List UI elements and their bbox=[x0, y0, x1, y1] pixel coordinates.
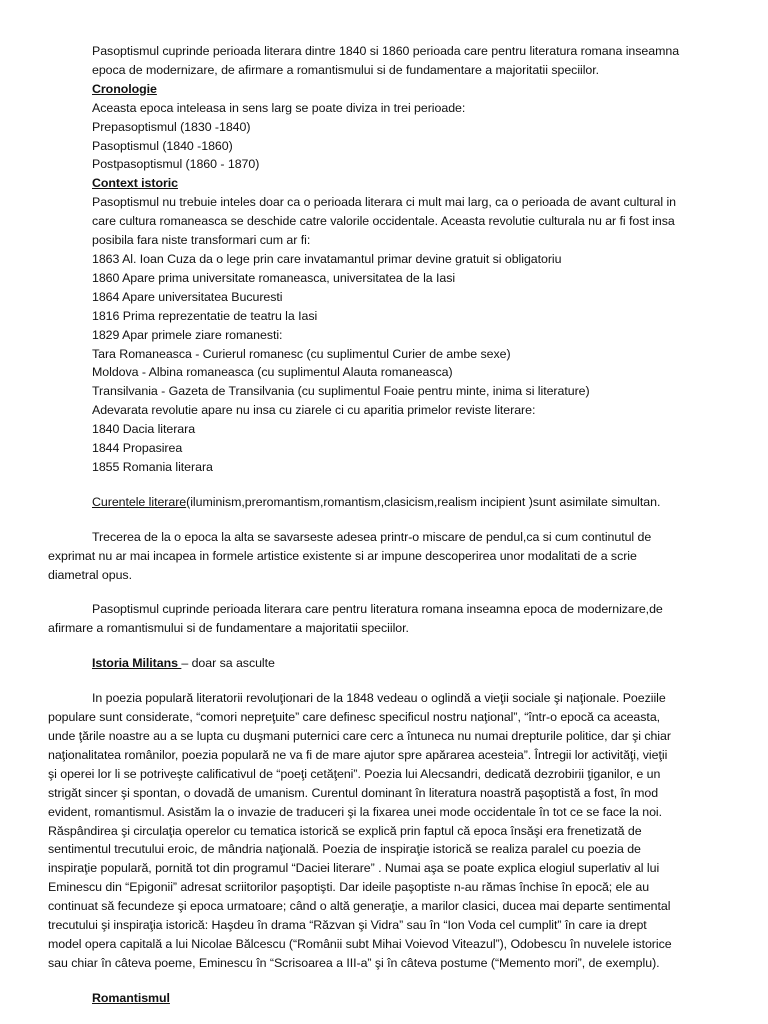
text-line: 1864 Apare universitatea Bucuresti bbox=[92, 289, 283, 304]
text-line: model opera capitală a lui Nicolae Bălcescu (“Românii subt Mihai Voievod Viteazul”), Odobescu în nuvelele istorice bbox=[48, 936, 672, 951]
text-line: naţionalitatea românilor, poezia populară ne va fi de mare ajutor spre apărarea acesteia”. Întregii lor activităţi, vieţii bbox=[48, 747, 668, 762]
text-line: exprimat nu ar mai incapea in formele artistice existente si ar impune descoperirea unor modalitati de a scrie bbox=[48, 548, 637, 563]
curente-text: (iluminism,preromantism,romantism,clasicism,realism incipient )sunt asimilate simultan. bbox=[186, 494, 661, 509]
curente-paragraph bbox=[48, 493, 728, 512]
romantismul-section bbox=[48, 989, 728, 1008]
text-line: posibila fara niste transformari cum ar fi: bbox=[92, 233, 311, 248]
section-heading-context-istoric: Context istoric bbox=[92, 176, 178, 191]
text-line: Adevarata revolutie apare nu insa cu ziarele ci cu aparitia primelor reviste literare: bbox=[92, 403, 536, 418]
text-line: afirmare a romantismului si de fundamentare a majoritatii speciilor. bbox=[48, 621, 409, 636]
text-line: Postpasoptismul (1860 - 1870) bbox=[92, 157, 260, 172]
text-line: 1863 Al. Ioan Cuza da o lege prin care invatamantul primar devine gratuit si obligatoriu bbox=[92, 251, 562, 266]
text-line: Eminescu din “Epigonii” adresat scriitorilor paşoptişti. Dar ideile paşoptiste n-au rămas închise în epocă; ele au bbox=[48, 880, 650, 895]
text-line: epoca de modernizare, de afirmare a romantismului si de fundamentare a majoritatii speciilor. bbox=[92, 62, 600, 77]
text-line: 1840 Dacia literara bbox=[92, 422, 196, 437]
text-line: Pasoptismul (1840 -1860) bbox=[92, 138, 233, 153]
istoria-heading: Istoria Militans bbox=[92, 656, 182, 671]
istoria-paragraph bbox=[48, 654, 728, 673]
section-heading-cronologie: Cronologie bbox=[92, 81, 157, 96]
text-line: Moldova - Albina romaneasca (cu suplimentul Alauta romaneasca) bbox=[92, 365, 453, 380]
text-line: 1855 Romania literara bbox=[92, 459, 213, 474]
curente-heading: Curentele literare bbox=[92, 494, 187, 509]
pasoptismul-paragraph bbox=[48, 600, 728, 638]
text-line: Aceasta epoca inteleasa in sens larg se poate diviza in trei perioade: bbox=[92, 100, 466, 115]
text-line: sentimentul trecutului eroic, de mândria naţională. Poezia de inspiraţie istorică se realiza paralel cu poezia de bbox=[48, 842, 641, 857]
section-heading-romantismul: Romantismul bbox=[92, 990, 170, 1005]
text-line: 1816 Prima reprezentatie de teatru la Iasi bbox=[92, 308, 318, 323]
text-line: evident, romantismul. Asistăm la o invazie de traduceri şi la fixarea unei mode occidentale în tot ce se face la noi. bbox=[48, 804, 663, 819]
istoria-text: – doar sa asculte bbox=[181, 656, 275, 671]
poezia-paragraph bbox=[48, 689, 728, 973]
text-line: In poezia populară literatorii revoluţionari de la 1848 vedeau o oglindă a vieţii sociale şi naţionale. Poeziile bbox=[92, 691, 666, 706]
text-line: Transilvania - Gazeta de Transilvania (cu suplimentul Foaie pentru minte, inima si literature) bbox=[92, 384, 590, 399]
text-line: Prepasoptismul (1830 -1840) bbox=[92, 119, 251, 134]
text-line: populare sunt considerate, “comori nepreţuite” care definesc specificul nostru naţional”, “într-o epocă ca aceasta, bbox=[48, 710, 661, 725]
text-line: Pasoptismul cuprinde perioada literara dintre 1840 si 1860 perioada care pentru literatura romana inseamna bbox=[92, 44, 680, 58]
text-line: Tara Romaneasca - Curierul romanesc (cu suplimentul Curier de ambe sexe) bbox=[92, 346, 511, 361]
text-line: sau chiar în câteva poeme, Eminescu în “Scrisoarea a III-a” şi în câteva postume (“Memento mori”, de exemplu). bbox=[48, 955, 660, 970]
text-line: continuat să fecundeze şi epoca urmatoare; când o altă generaţie, a marilor clasici, ducea mai departe sentimental bbox=[48, 899, 671, 914]
text-line: diametral opus. bbox=[48, 567, 132, 582]
text-line: 1829 Apar primele ziare romanesti: bbox=[92, 327, 283, 342]
text-line: 1844 Propasirea bbox=[92, 441, 183, 456]
intro-paragraph bbox=[48, 42, 728, 477]
text-line: 1860 Apare prima universitate romaneasca, universitatea de la Iasi bbox=[92, 270, 456, 285]
trecerea-paragraph bbox=[48, 528, 728, 585]
text-line: strigăt sincer şi spontan, o dovadă de umanism. Curentul dominant în literatura noastră paşoptistă a fost, în mod bbox=[48, 785, 659, 800]
text-line: Răspândirea şi circulaţia operelor cu tematica istorică se explică prin faptul că epoca însăşi era frenetizată de bbox=[48, 823, 642, 838]
text-line: care cultura romaneasca se deschide catre valorile occidentale. Aceasta revolutie culturala nu ar fi fost insa bbox=[92, 214, 675, 229]
text-line: trecutului şi inspiraţia istorică: Haşdeu în drama “Răzvan şi Vidra” sau în “Ion Voda cel cumplit” în care ia drept bbox=[48, 918, 647, 933]
text-line: şi operei lor li se potriveşte calificativul de “poeţi cetăţeni”. Poezia lui Alecsandri, dedicată dezrobirii ţiganilor, e un bbox=[48, 766, 661, 781]
text-line: unde ţările noastre au a se lupta cu duşmani puternici care cerc a întuneca nu numai drepturile politice, dar şi chiar bbox=[48, 729, 671, 743]
text-line: Pasoptismul nu trebuie inteles doar ca o perioada literara ci mult mai larg, ca o perioada de avant cultural in bbox=[92, 195, 677, 210]
text-line: Pasoptismul cuprinde perioada literara care pentru literatura romana inseamna epoca de modernizare,de bbox=[92, 602, 663, 617]
text-line: Trecerea de la o epoca la alta se savarseste adesea printr-o miscare de pendul,ca si cum continutul de bbox=[92, 529, 652, 544]
text-line: inspiraţie populară, pornită tot din programul “Daciei literare” . Numai aşa se poate explica elogiul superlativ al lui bbox=[48, 861, 660, 876]
